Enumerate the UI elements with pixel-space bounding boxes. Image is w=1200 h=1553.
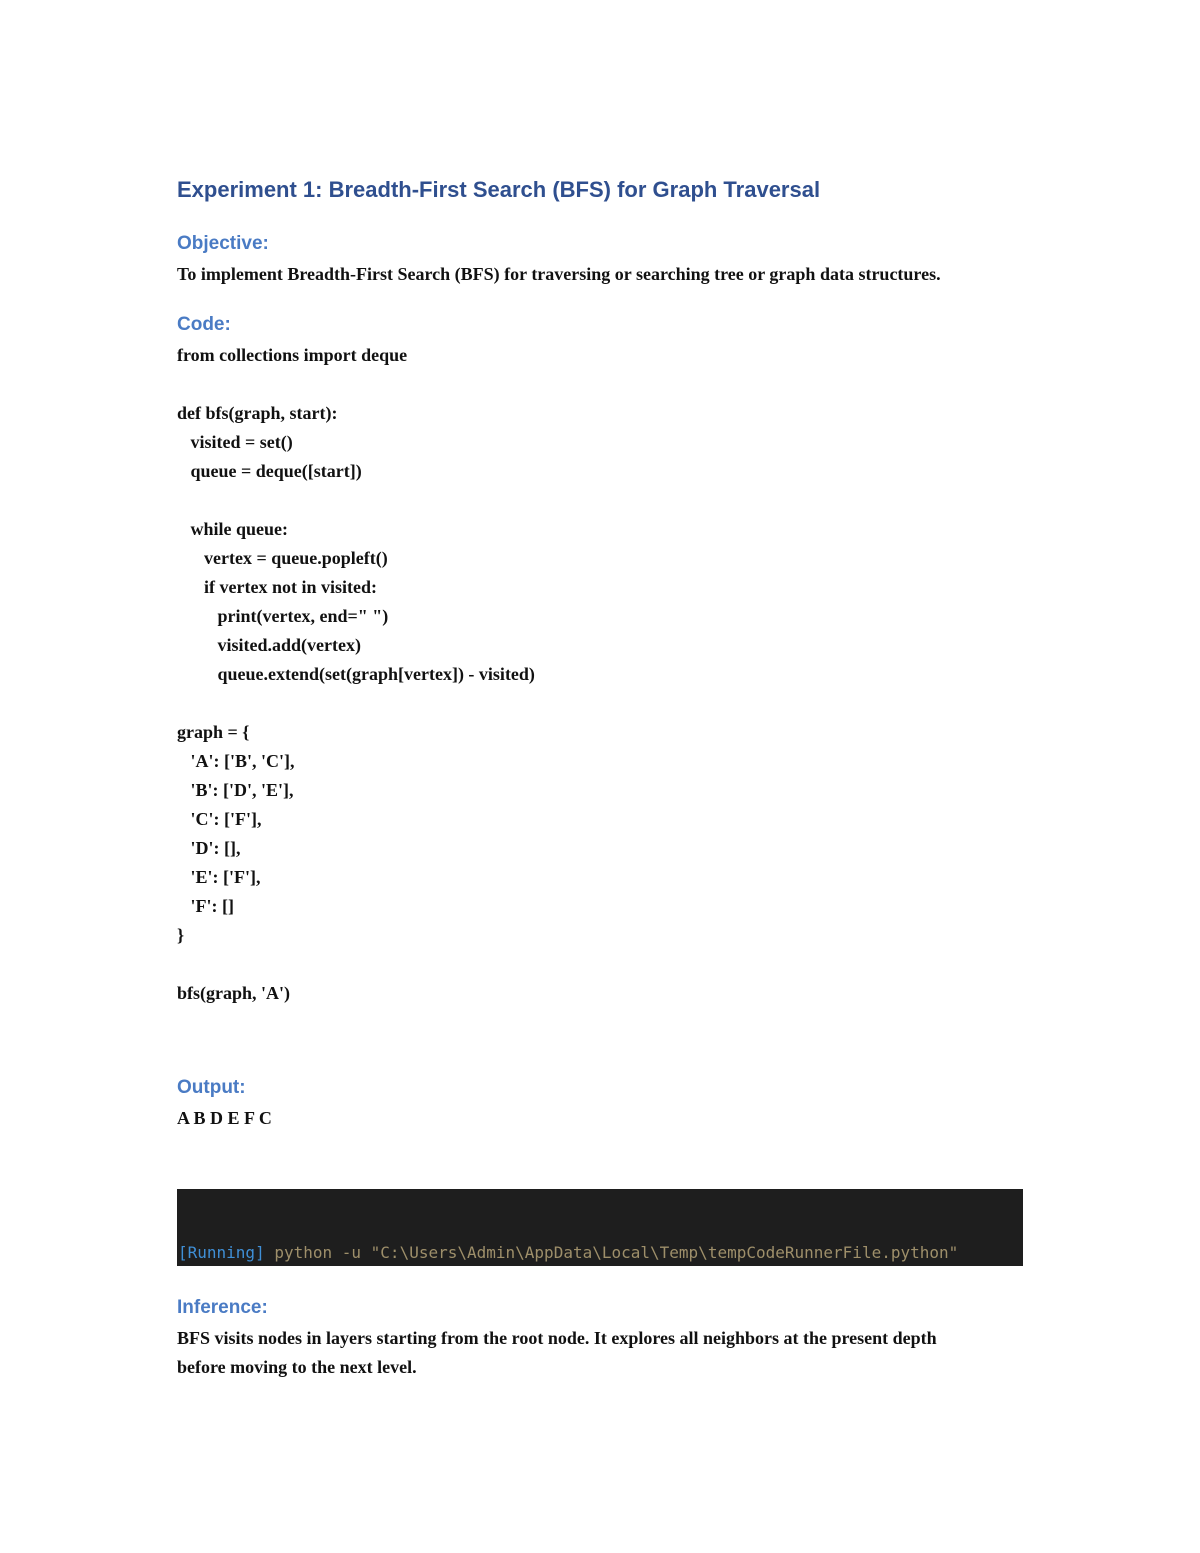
code-line: if vertex not in visited: xyxy=(177,577,377,597)
inference-text: BFS visits nodes in layers starting from the root node. It explores all neighbors at the present depth before moving to the next level. xyxy=(177,1328,942,1377)
terminal-output-panel xyxy=(177,1189,1023,1266)
page-title: Experiment 1: Breadth-First Search (BFS) for Graph Traversal xyxy=(177,177,821,202)
run-command: python -u "C:\Users\Admin\AppData\Local\Temp\tempCodeRunnerFile.python" xyxy=(264,1243,959,1262)
code-line: queue.extend(set(graph[vertex]) - visited) xyxy=(177,664,535,684)
code-line xyxy=(177,370,1037,399)
code-line xyxy=(177,486,1037,515)
code-line: vertex = queue.popleft() xyxy=(177,548,388,568)
code-line: while queue: xyxy=(177,519,289,539)
code-line: def bfs(graph, start): xyxy=(177,403,338,423)
code-heading: Code: xyxy=(177,314,231,335)
objective-text: To implement Breadth-First Search (BFS) for traversing or searching tree or graph data structures. xyxy=(177,264,941,284)
objective-heading: Objective: xyxy=(177,233,269,254)
terminal-running-line xyxy=(177,1240,1023,1265)
code-line: graph = { xyxy=(177,722,250,742)
output-text: A B D E F C xyxy=(177,1108,272,1128)
code-line: bfs(graph, 'A') xyxy=(177,983,291,1003)
code-listing xyxy=(177,341,1037,1008)
code-line xyxy=(177,689,1037,718)
code-line: visited.add(vertex) xyxy=(177,635,361,655)
output-heading: Output: xyxy=(177,1077,246,1098)
code-line: 'D': [], xyxy=(177,838,241,858)
code-line: from collections import deque xyxy=(177,345,408,365)
code-line: 'A': ['B', 'C'], xyxy=(177,751,295,771)
code-line: visited = set() xyxy=(177,432,293,452)
code-line: 'B': ['D', 'E'], xyxy=(177,780,294,800)
running-tag: [Running] xyxy=(178,1243,265,1262)
code-line xyxy=(177,950,1037,979)
code-line: print(vertex, end=" ") xyxy=(177,606,389,626)
code-line: queue = deque([start]) xyxy=(177,461,362,481)
document-page xyxy=(177,172,1037,1133)
code-line: } xyxy=(177,925,185,945)
code-line: 'C': ['F'], xyxy=(177,809,262,829)
inference-heading: Inference: xyxy=(177,1297,268,1318)
inference-section xyxy=(177,1292,1037,1382)
code-line: 'F': [] xyxy=(177,896,234,916)
code-line: 'E': ['F'], xyxy=(177,867,261,887)
